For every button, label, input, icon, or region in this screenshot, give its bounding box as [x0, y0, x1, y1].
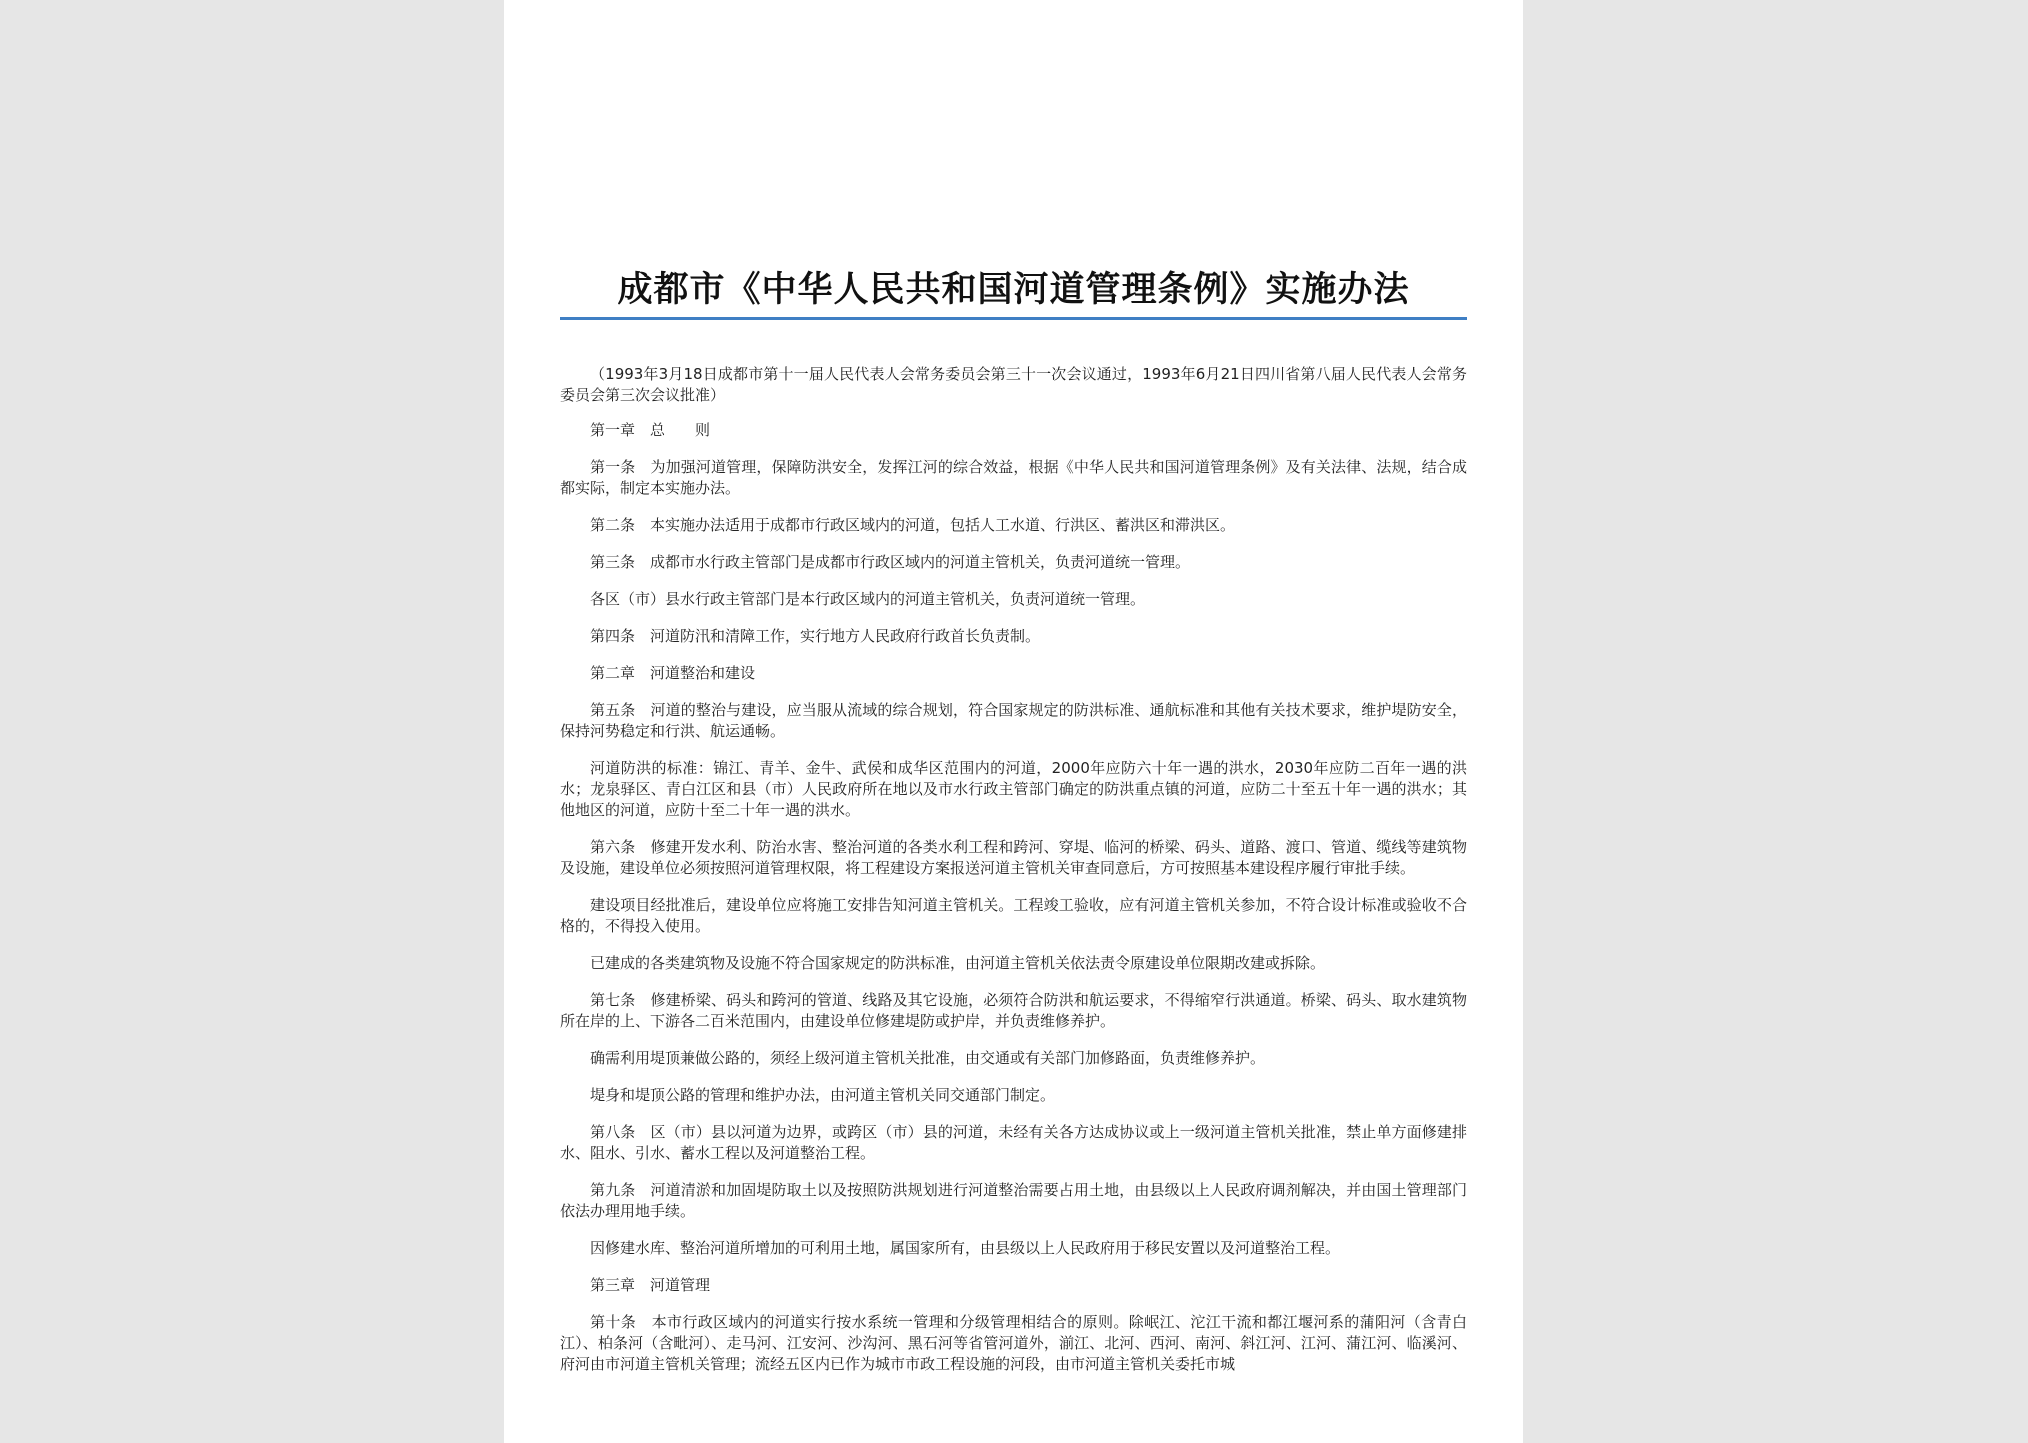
document-title: 成都市《中华人民共和国河道管理条例》实施办法 — [617, 269, 1410, 310]
article-paragraph: 第四条 河道防汛和清障工作，实行地方人民政府行政首长负责制。 — [590, 627, 1041, 645]
article-paragraph: 第一条 为加强河道管理，保障防洪安全，发挥江河的综合效益，根据《中华人民共和国河道管理条例》及有关法律、法规，结合成都实际，制定本实施办法。 — [560, 458, 1467, 497]
article-paragraph: 第六条 修建开发水利、防治水害、整治河道的各类水利工程和跨河、穿堤、临河的桥梁、码头、道路、渡口、管道、缆线等建筑物及设施，建设单位必须按照河道管理权限，将工程建设方案报送河道主管机关审查同意后，方可按照基本建设程序履行审批手续。 — [560, 838, 1467, 877]
article-paragraph: 第三条 成都市水行政主管部门是成都市行政区域内的河道主管机关，负责河道统一管理。 — [590, 553, 1191, 571]
chapter-heading: 第二章 河道整治和建设 — [590, 664, 756, 682]
article-paragraph: 已建成的各类建筑物及设施不符合国家规定的防洪标准，由河道主管机关依法责令原建设单位限期改建或拆除。 — [590, 954, 1326, 972]
chapter-heading: 第三章 河道管理 — [590, 1276, 711, 1294]
article-paragraph: 第十条 本市行政区域内的河道实行按水系统一管理和分级管理相结合的原则。除岷江、沱江干流和都江堰河系的蒲阳河（含青白江）、柏条河（含毗河）、走马河、江安河、沙沟河、黑石河等省管河道外，湔江、北河、西河、南河、斜江河、江河、蒲江河、临溪河、府河由市河道主管机关管理；流经五区内已作为城市市政工程设施的河段，由市河道主管机关委托市城 — [560, 1313, 1467, 1373]
article-paragraph: 第八条 区（市）县以河道为边界，或跨区（市）县的河道，未经有关各方达成协议或上一级河道主管机关批准，禁止单方面修建排水、阻水、引水、蓄水工程以及河道整治工程。 — [560, 1123, 1467, 1162]
article-paragraph: 堤身和堤顶公路的管理和维护办法，由河道主管机关同交通部门制定。 — [590, 1086, 1056, 1104]
document-page — [504, 0, 1523, 1443]
article-paragraph: 确需利用堤顶兼做公路的，须经上级河道主管机关批准，由交通或有关部门加修路面，负责维修养护。 — [590, 1049, 1266, 1067]
title-underline — [560, 317, 1467, 320]
article-paragraph: 建设项目经批准后，建设单位应将施工安排告知河道主管机关。工程竣工验收，应有河道主管机关参加，不符合设计标准或验收不合格的，不得投入使用。 — [560, 896, 1467, 935]
chapter-heading: 第一章 总 则 — [590, 421, 711, 439]
article-paragraph: 各区（市）县水行政主管部门是本行政区域内的河道主管机关，负责河道统一管理。 — [590, 590, 1146, 608]
article-paragraph: 因修建水库、整治河道所增加的可利用土地，属国家所有，由县级以上人民政府用于移民安置以及河道整治工程。 — [590, 1239, 1341, 1257]
article-paragraph: 第五条 河道的整治与建设，应当服从流域的综合规划，符合国家规定的防洪标准、通航标准和其他有关技术要求，维护堤防安全，保持河势稳定和行洪、航运通畅。 — [560, 701, 1467, 740]
article-paragraph: 第七条 修建桥梁、码头和跨河的管道、线路及其它设施，必须符合防洪和航运要求，不得缩窄行洪通道。桥梁、码头、取水建筑物所在岸的上、下游各二百米范围内，由建设单位修建堤防或护岸，并负责维修养护。 — [560, 991, 1467, 1030]
document-body — [560, 364, 1467, 1391]
article-paragraph: 河道防洪的标准：锦江、青羊、金牛、武侯和成华区范围内的河道，2000年应防六十年一遇的洪水，2030年应防二百年一遇的洪水；龙泉驿区、青白江区和县（市）人民政府所在地以及市水行政主管部门确定的防洪重点镇的河道，应防二十至五十年一遇的洪水；其他地区的河道，应防十至二十年一遇的洪水。 — [560, 759, 1467, 819]
article-paragraph: 第二条 本实施办法适用于成都市行政区域内的河道，包括人工水道、行洪区、蓄洪区和滞洪区。 — [590, 516, 1236, 534]
article-paragraph: 第九条 河道清淤和加固堤防取土以及按照防洪规划进行河道整治需要占用土地，由县级以上人民政府调剂解决，并由国土管理部门依法办理用地手续。 — [560, 1181, 1467, 1220]
adoption-note: （1993年3月18日成都市第十一届人民代表人会常务委员会第三十一次会议通过，1993年6月21日四川省第八届人民代表人会常务委员会第三次会议批准） — [560, 365, 1467, 404]
